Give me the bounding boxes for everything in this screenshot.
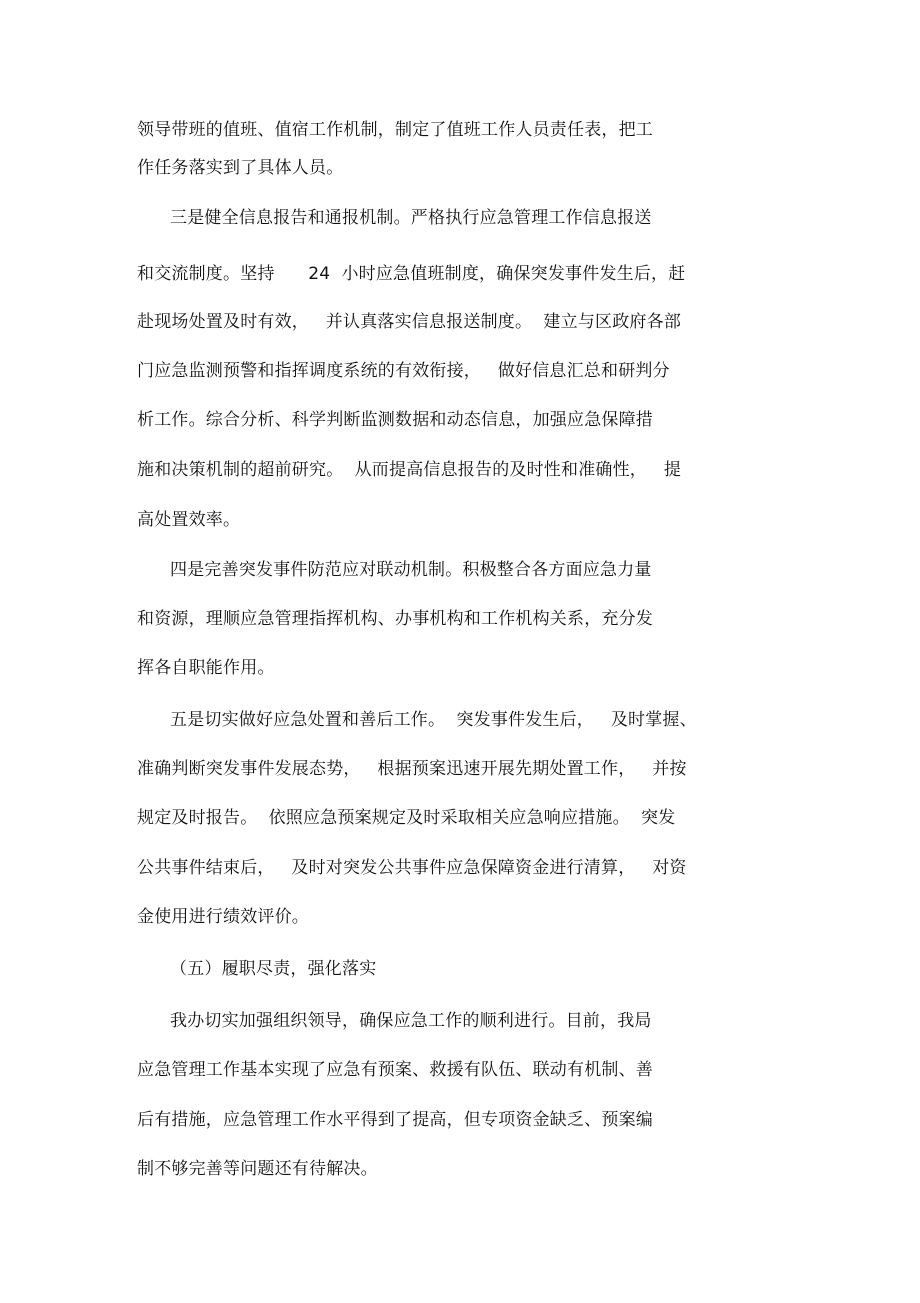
text-line: 施和决策机制的超前研究。 从而提高信息报告的及时性和准确性， 提 xyxy=(137,460,682,480)
text-line: 后有措施，应急管理工作水平得到了提高，但专项资金缺乏、预案编 xyxy=(137,1110,653,1130)
text-line: 和资源，理顺应急管理指挥机构、办事机构和工作机构关系，充分发 xyxy=(137,609,653,629)
text-line: 挥各自职能作用。 xyxy=(137,658,275,678)
paragraph-start-line: 三是健全信息报告和通报机制。严格执行应急管理工作信息报送 xyxy=(170,208,652,228)
paragraph-start-line: 五是切实做好应急处置和善后工作。 突发事件发生后， 及时掌握、 xyxy=(170,710,697,730)
text-line: 规定及时报告。 依照应急预案规定及时采取相关应急响应措施。 突发 xyxy=(137,808,676,828)
text-line: 和交流制度。坚持 24 小时应急值班制度，确保突发事件发生后，赶 xyxy=(137,264,686,284)
text-line: 析工作。综合分析、科学判断监测数据和动态信息，加强应急保障措 xyxy=(137,410,653,430)
text-line: 门应急监测预警和指挥调度系统的有效衔接， 做好信息汇总和研判分 xyxy=(137,361,670,381)
text-line: 赴现场处置及时有效， 并认真落实信息报送制度。 建立与区政府各部 xyxy=(137,312,682,332)
text-line: 高处置效率。 xyxy=(137,510,241,530)
text-line: 领导带班的值班、值宿工作机制，制定了值班工作人员责任表，把工 xyxy=(137,120,653,140)
text-line: 制不够完善等问题还有待解决。 xyxy=(137,1159,378,1179)
section-heading: （五）履职尽责，强化落实 xyxy=(170,959,377,979)
text-line: 公共事件结束后， 及时对突发公共事件应急保障资金进行清算， 对资 xyxy=(137,858,687,878)
paragraph-start-line: 我办切实加强组织领导，确保应急工作的顺利进行。目前，我局 xyxy=(170,1011,652,1031)
text-line: 作任务落实到了具体人员。 xyxy=(137,158,344,178)
text-line: 金使用进行绩效评价。 xyxy=(137,907,309,927)
text-line: 应急管理工作基本实现了应急有预案、救援有队伍、联动有机制、善 xyxy=(137,1060,653,1080)
text-line: 准确判断突发事件发展态势， 根据预案迅速开展先期处置工作， 并按 xyxy=(137,759,687,779)
paragraph-start-line: 四是完善突发事件防范应对联动机制。积极整合各方面应急力量 xyxy=(170,560,652,580)
